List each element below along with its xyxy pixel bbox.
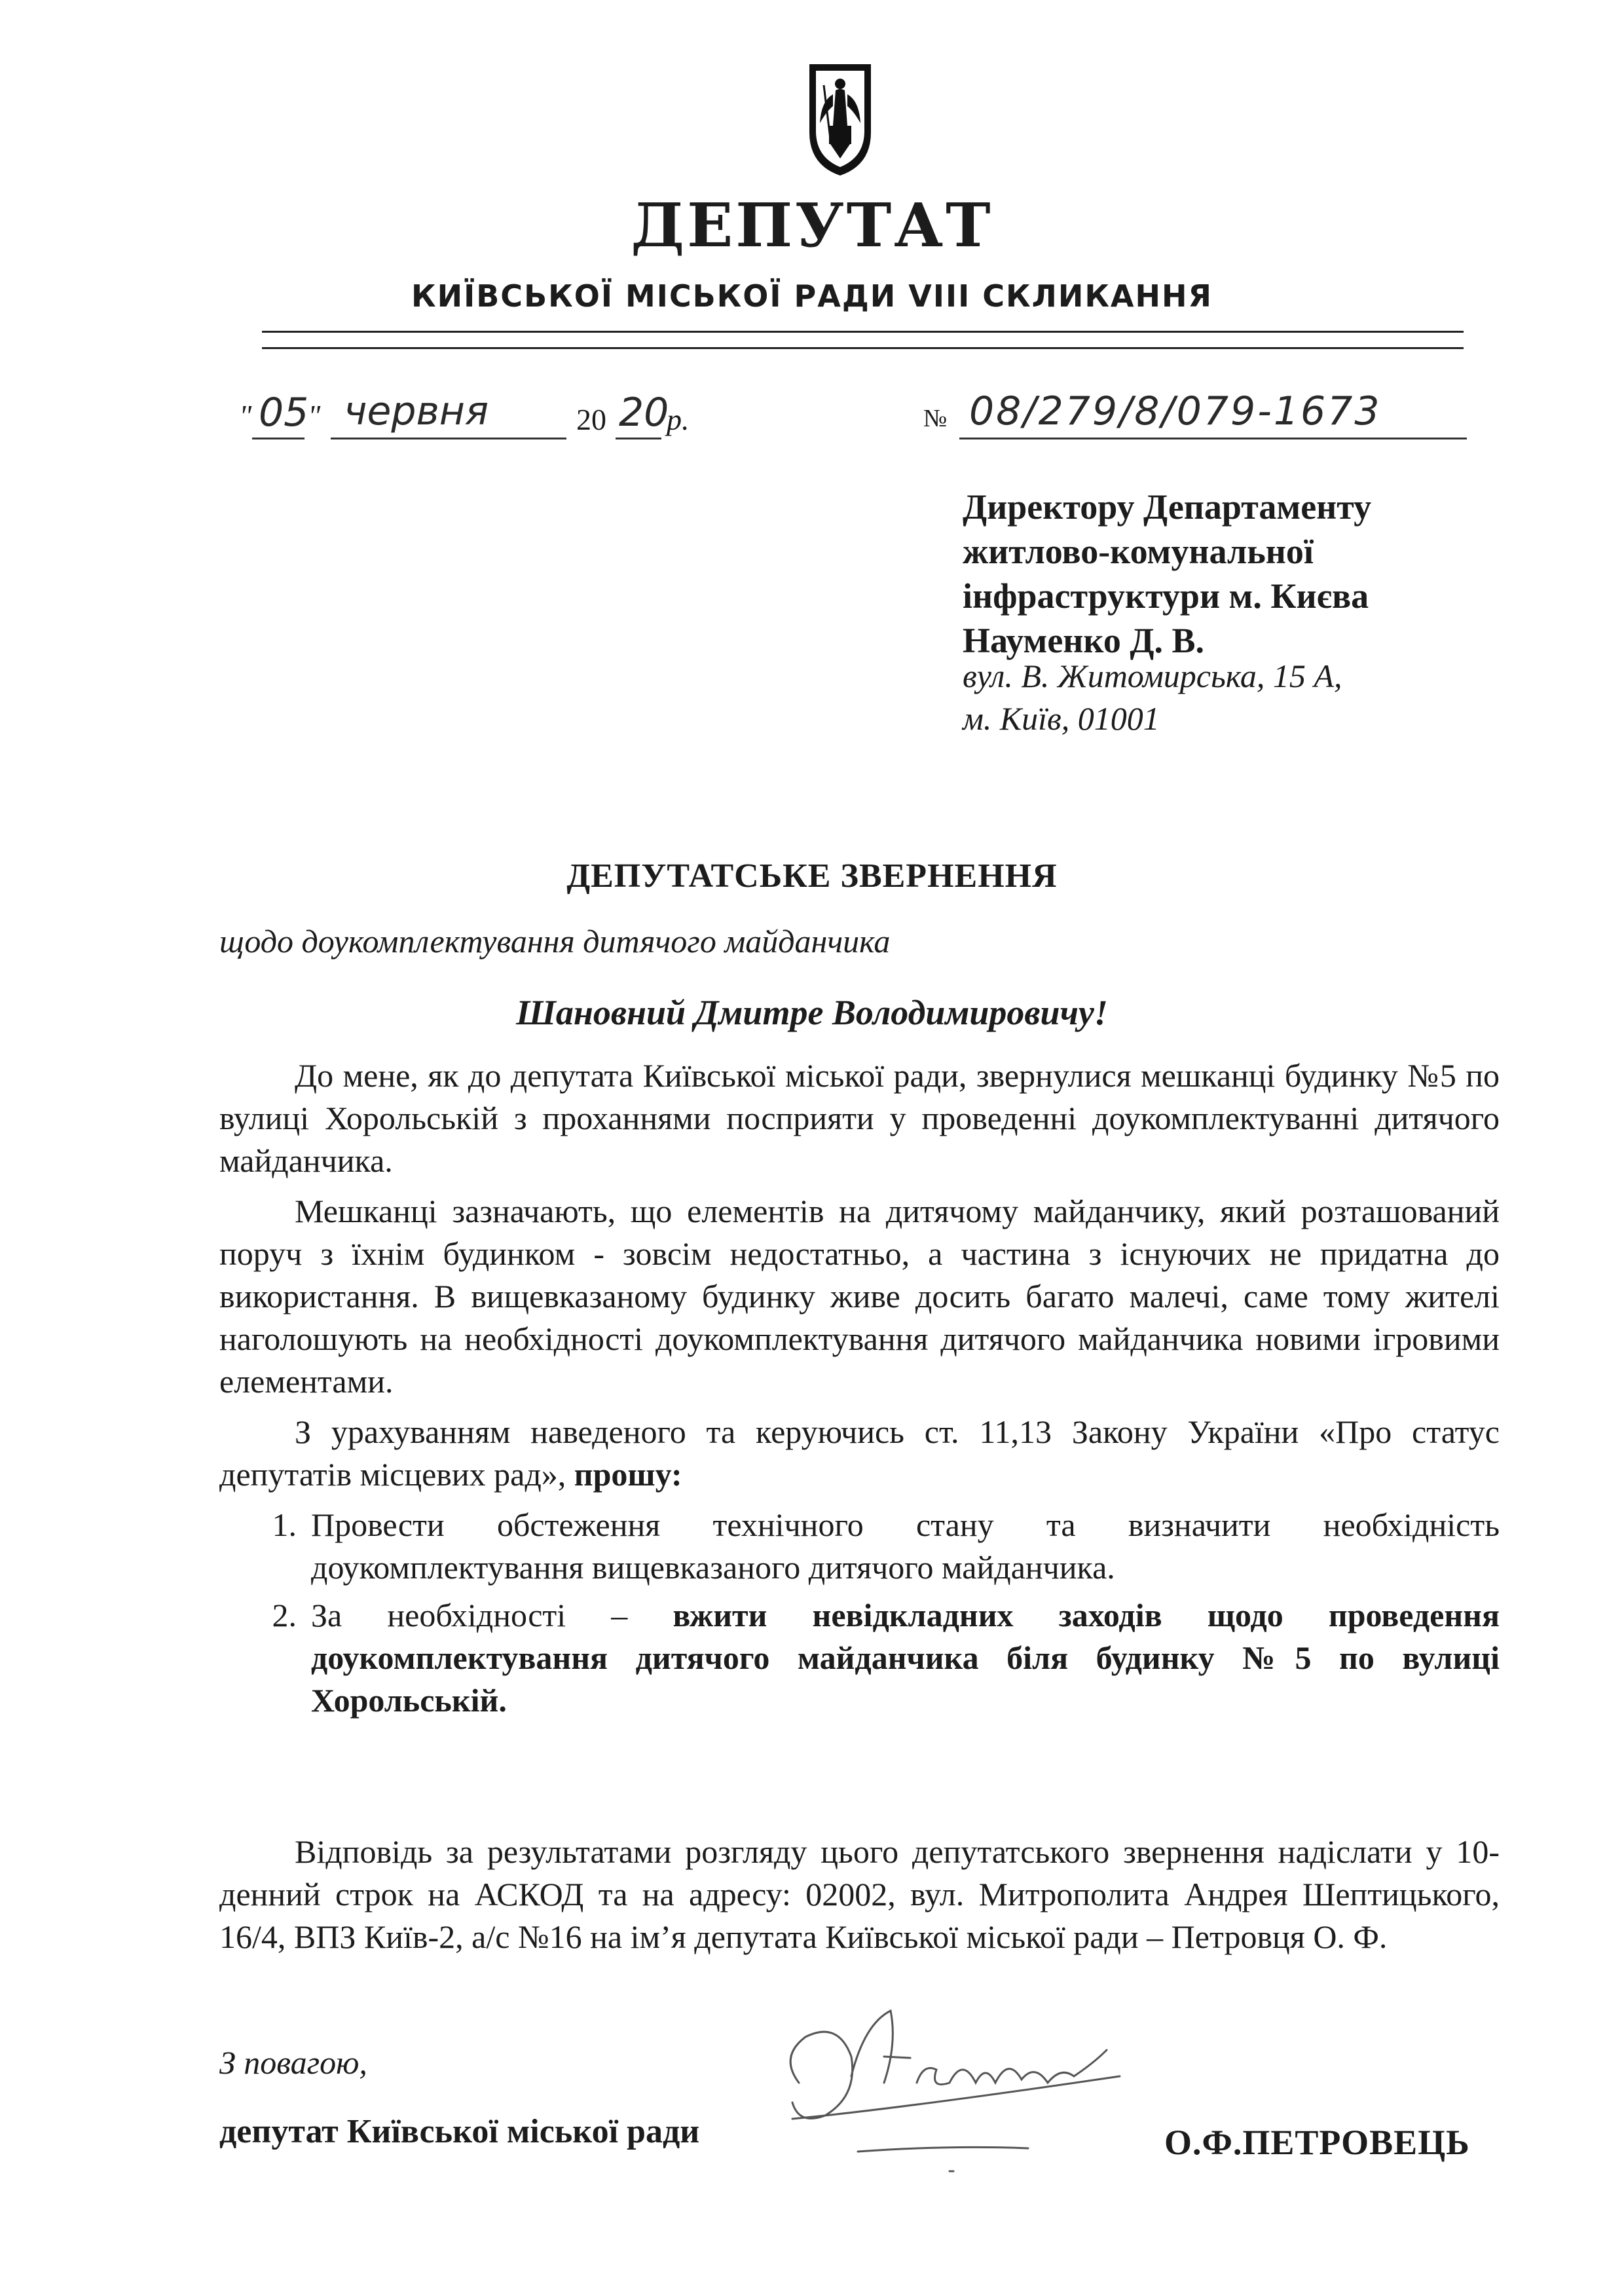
letter-subject: щодо доукомплектування дитячого майданчика — [219, 923, 891, 960]
address-line: м. Київ, 01001 — [963, 700, 1160, 737]
paragraph: Відповідь за результатами розгляду цього депутатського звернення надіслати у 10-денний строк на АСКОД та на адресу: 02002, вул. Митрополита Андрея Шептицького, 16/4, ВПЗ Київ-2, а/с №16 на ім’я депутата Київської міської ради – Петровця О. Ф. — [219, 1833, 1500, 1955]
list-item-text: Провести обстеження технічного стану та визначити необхідність доукомплектування вищевказаного дитячого майданчика. — [311, 1506, 1500, 1586]
date-year-prefix: 20 — [576, 403, 606, 436]
signer-name: О.Ф.ПЕТРОВЕЦЬ — [1164, 2123, 1470, 2162]
reference-label: № — [923, 405, 948, 432]
request-list — [219, 1504, 1500, 1722]
header-rule-top — [262, 331, 1464, 333]
addressee-line: інфраструктури м. Києва — [963, 576, 1369, 616]
addressee-block — [963, 485, 1552, 663]
addressee-address — [963, 655, 1552, 740]
date-year-abbr: р. — [667, 403, 690, 436]
handwritten-signature-icon — [753, 1985, 1159, 2181]
list-item — [219, 1504, 1500, 1589]
reference-number: 08/279/8/079-1673 — [969, 388, 1382, 434]
paragraph-text: З урахуванням наведеного та керуючись ст. 11,13 Закону України «Про статус депутатів місцевих рад», — [219, 1413, 1500, 1493]
address-line: вул. В. Житомирська, 15 А, — [963, 658, 1342, 694]
list-item-number: 1. — [272, 1506, 297, 1543]
paragraph — [219, 1411, 1500, 1496]
paragraph: До мене, як до депутата Київської міської ради, звернулися мешканці будинку №5 по вулиці Хорольській з проханнями посприяти у проведенні доукомплектуванні дитячого майданчика. — [219, 1057, 1500, 1179]
date-year-suffix: 20 — [619, 390, 669, 436]
page-title: ДЕПУТАТ — [631, 190, 993, 261]
page-subtitle: КИЇВСЬКОЇ МІСЬКОЇ РАДИ VIII СКЛИКАННЯ — [411, 278, 1213, 314]
addressee-line: житлово-комунальної — [963, 532, 1314, 571]
kyiv-coat-of-arms-icon — [804, 60, 876, 178]
letter-page: ДЕПУТАТ КИЇВСЬКОЇ МІСЬКОЇ РАДИ VIII СКЛИКАННЯ " 05 " червня 20 20 р. № 08/279/8/079-1673 Директору Департаменту житлово-комунальної інфраструктури м. Києва Науменко Д. В. вул. В. Житомирська, 15 А, м. Київ, 01001 ДЕПУТАТСЬКЕ ЗВЕРНЕННЯ щодо доукомплектування дитячого майданчика Шановний Дмитре Володимировичу! До мене, як до депутата Київської міської ради, звернулися мешканці будинку №5 по вулиці Хорольській з проханнями посприяти у проведенні доукомплектуванні дитячого майданчика. Мешканці зазначають, що елементів на дитячому майданчику, який розташований поруч з їхнім будинком - зовсім недостатньо, а частина з існуючих не придатна до використання. В вищевказаному будинку живе досить багато малечі, саме тому жителі наголошують на необхідності доукомплектування дитячого майданчика новими ігровими елементами. З урахуванням наведеного та керуючись ст. 11,13 Закону України «Про статус депутатів місцевих рад», прошу: 1. Провести обстеження технічного стану та визначити необхідність доукомплектування вищевказаного дитячого майданчика. 2. За необхідності – вжити невідкладних заходів щодо проведення доукомплектування дитячого майданчика біля будинку №5 по вулиці Хорольській. Відповідь за результатами розгляду цього депутатського звернення надіслати у 10-денний строк на АСКОД та на адресу: 02002, вул. Митрополита Андрея Шептицького, 16/4, ВПЗ Київ-2, а/с №16 на ім’я депутата Київської міської ради – Петровця О. Ф. З повагою, депутат Київської міської ради О.Ф.ПЕТРОВЕЦЬ — [0, 0, 1624, 2295]
signer-title: депутат Київської міської ради — [219, 2113, 700, 2150]
letter-greeting: Шановний Дмитре Володимировичу! — [516, 993, 1108, 1032]
request-word: прошу: — [574, 1456, 682, 1493]
addressee-line: Директору Департаменту — [963, 487, 1372, 527]
list-item-number: 2. — [272, 1597, 297, 1633]
letter-heading: ДЕПУТАТСЬКЕ ЗВЕРНЕННЯ — [566, 857, 1058, 895]
list-item — [219, 1594, 1500, 1722]
date-month: червня — [344, 388, 489, 434]
closing-regards: З повагою, — [219, 2044, 367, 2081]
header-rule-bottom — [262, 347, 1464, 349]
list-item-text-bold: вжити невідкладних заходів щодо проведення доукомплектування дитячого майданчика біля будинку №5 по вулиці Хорольській. — [311, 1597, 1500, 1719]
paragraph: Мешканці зазначають, що елементів на дитячому майданчику, який розташований поруч з їхнім будинком - зовсім недостатньо, а частина з існуючих не придатна до використання. В вищевказаному будинку живе досить багато малечі, саме тому жителі наголошують на необхідності доукомплектування дитячого майданчика новими ігровими елементами. — [219, 1193, 1500, 1400]
date-day: 05 — [259, 390, 309, 436]
reply-instructions — [219, 1831, 1500, 1958]
addressee-line: Науменко Д. В. — [963, 621, 1204, 660]
list-item-text: За необхідності – — [311, 1597, 628, 1633]
letter-body — [219, 1054, 1500, 1727]
